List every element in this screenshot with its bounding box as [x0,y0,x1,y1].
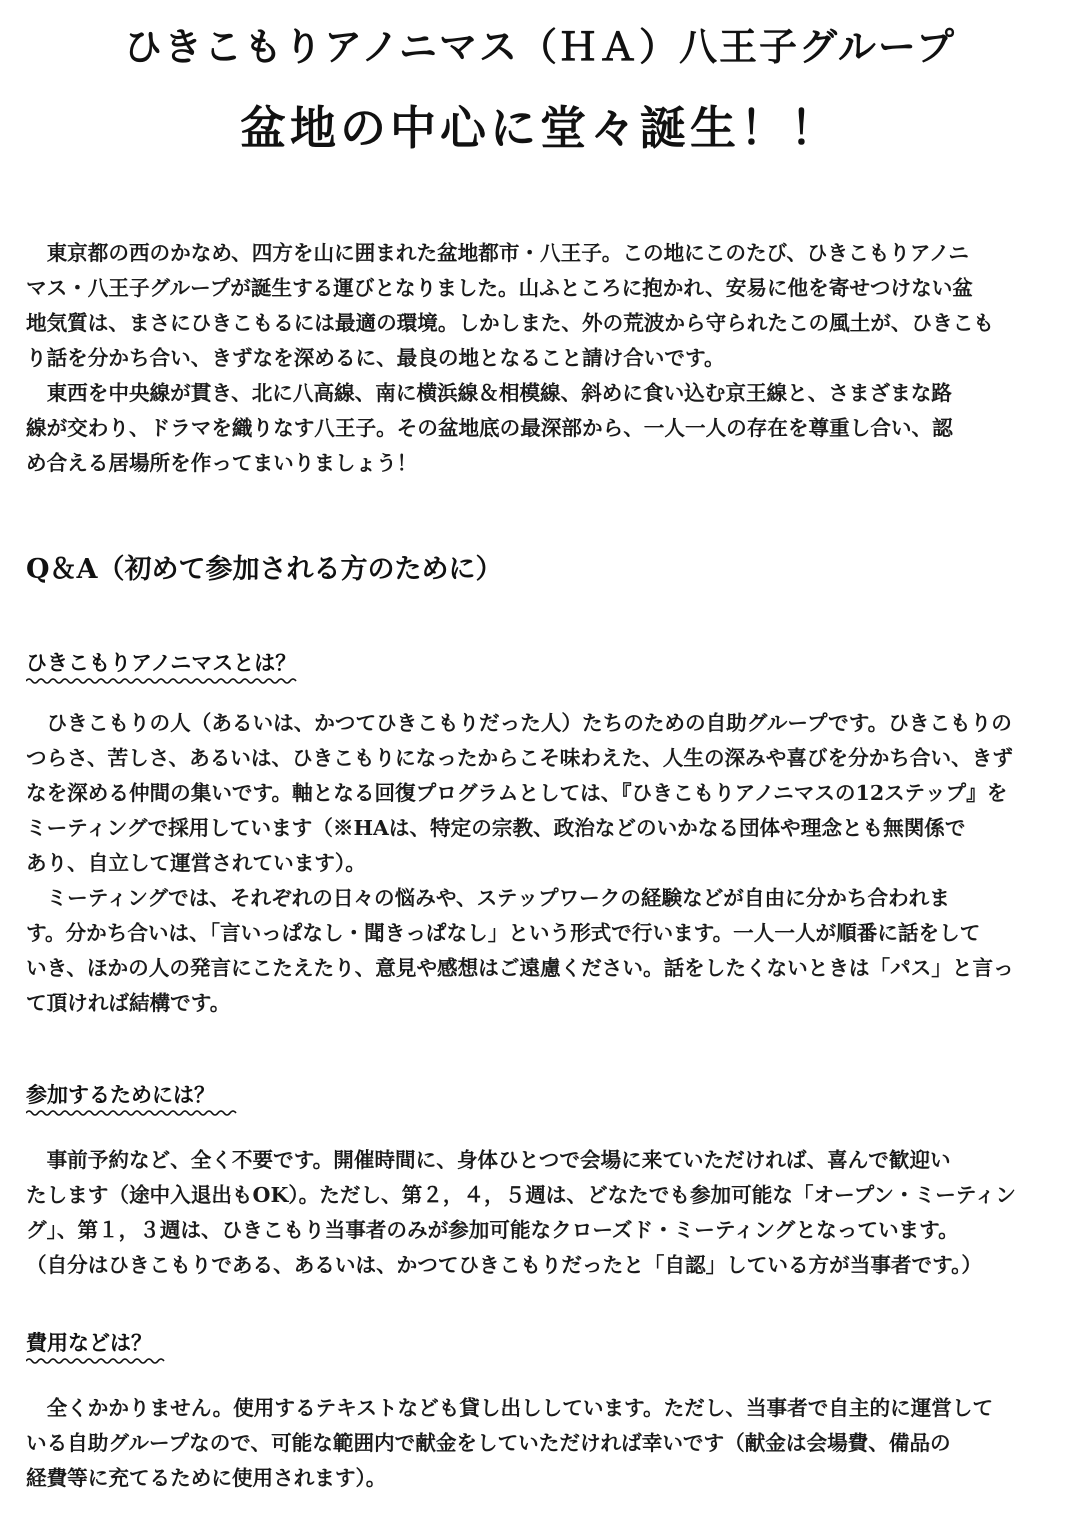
intro-line: め合える居場所を作ってまいりましょう！ [26,451,418,475]
answer-line: ミーティングでは、それぞれの日々の悩みや、ステップワークの経験などが自由に分かち合われま [26,886,950,910]
answer-paragraph [26,706,1058,1021]
question-heading: 参加するためには？ [26,1082,215,1107]
wavy-underline [26,1109,238,1117]
answer-line: て頂ければ結構です。 [26,991,231,1015]
wavy-underline [26,1357,166,1365]
qa-heading: Q＆A（初めて参加される方のために） [26,554,503,585]
answer-line: 全くかかりません。使用するテキストなども貸し出ししています。ただし、当事者で自主的に運営して [26,1396,994,1420]
answer-line: 事前予約など、全く不要です。開催時間に、身体ひとつで会場に来ていただければ、喜んで歓迎い [26,1148,951,1172]
answer-line: いる自助グループなので、可能な範囲内で献金をしていただければ幸いです（献金は会場費、備品の [26,1431,951,1455]
answer-line: す。分かち合いは、「言いっぱなし・聞きっぱなし」という形式で行います。一人一人が順番に話をして [26,921,981,945]
answer-line: （自分はひきこもりである、あるいは、かつてひきこもりだったと「自認」している方が当事者です。） [26,1253,982,1277]
answer-line: たします（途中入退出もOK）。ただし、第２，４，５週は、どなたでも参加可能な「オープン・ミーティン [26,1183,1016,1207]
wavy-underline [26,677,298,685]
answer-line: グ」、第１，３週は、ひきこもり当事者のみが参加可能なクローズド・ミーティングとなっています。 [26,1218,959,1242]
intro-line: 線が交わり、ドラマを織りなす八王子。その盆地底の最深部から、一人一人の存在を尊重し合い、認 [26,416,953,440]
question-heading: ひきこもりアノニマスとは？ [26,650,297,675]
answer-paragraph [26,1391,1058,1496]
answer-line: あり、自立して運営されています）。 [26,851,366,875]
intro-line: 東京都の西のかなめ、四方を山に囲まれた盆地都市・八王子。この地にこのたび、ひきこもりアノニ [26,241,969,265]
answer-line: なを深める仲間の集いです。軸となる回復プログラムとしては、『ひきこもりアノニマスの12ステップ』を [26,781,1008,805]
group-title: ひきこもりアノニマス（ＨＡ）八王子グループ [123,25,957,69]
answer-line: 経費等に充てるために使用されます）。 [26,1466,387,1490]
answer-paragraph [26,1143,1058,1283]
intro-line: 地気質は、まさにひきこもるには最適の環境。しかしまた、外の荒波から守られたこの風土が、ひきこも [26,311,994,335]
question-heading: 費用などは？ [26,1330,152,1355]
intro-line: マス・八王子グループが誕生する運びとなりました。山ふところに抱かれ、安易に他を寄せつけない盆 [26,276,973,300]
answer-line: つらさ、苦しさ、あるいは、ひきこもりになったからこそ味わえた、人生の深みや喜びを分かち合い、きず [26,746,1013,770]
headline: 盆地の中心に堂々誕生！！ [240,101,840,155]
intro-paragraph [26,236,1058,481]
answer-line: ひきこもりの人（あるいは、かつてひきこもりだった人）たちのための自助グループです。ひきこもりの [26,711,1012,735]
answer-line: いき、ほかの人の発言にこたえたり、意見や感想はご遠慮ください。話をしたくないときは「パス」と言っ [26,956,1014,980]
intro-line: 東西を中央線が貫き、北に八高線、南に横浜線＆相模線、斜めに食い込む京王線と、さまざまな路 [26,381,952,405]
intro-line: り話を分かち合い、きずなを深めるに、最良の地となること請け合いです。 [26,346,725,370]
answer-line: ミーティングで採用しています（※HAは、特定の宗教、政治などのいかなる団体や理念とも無関係で [26,816,966,840]
